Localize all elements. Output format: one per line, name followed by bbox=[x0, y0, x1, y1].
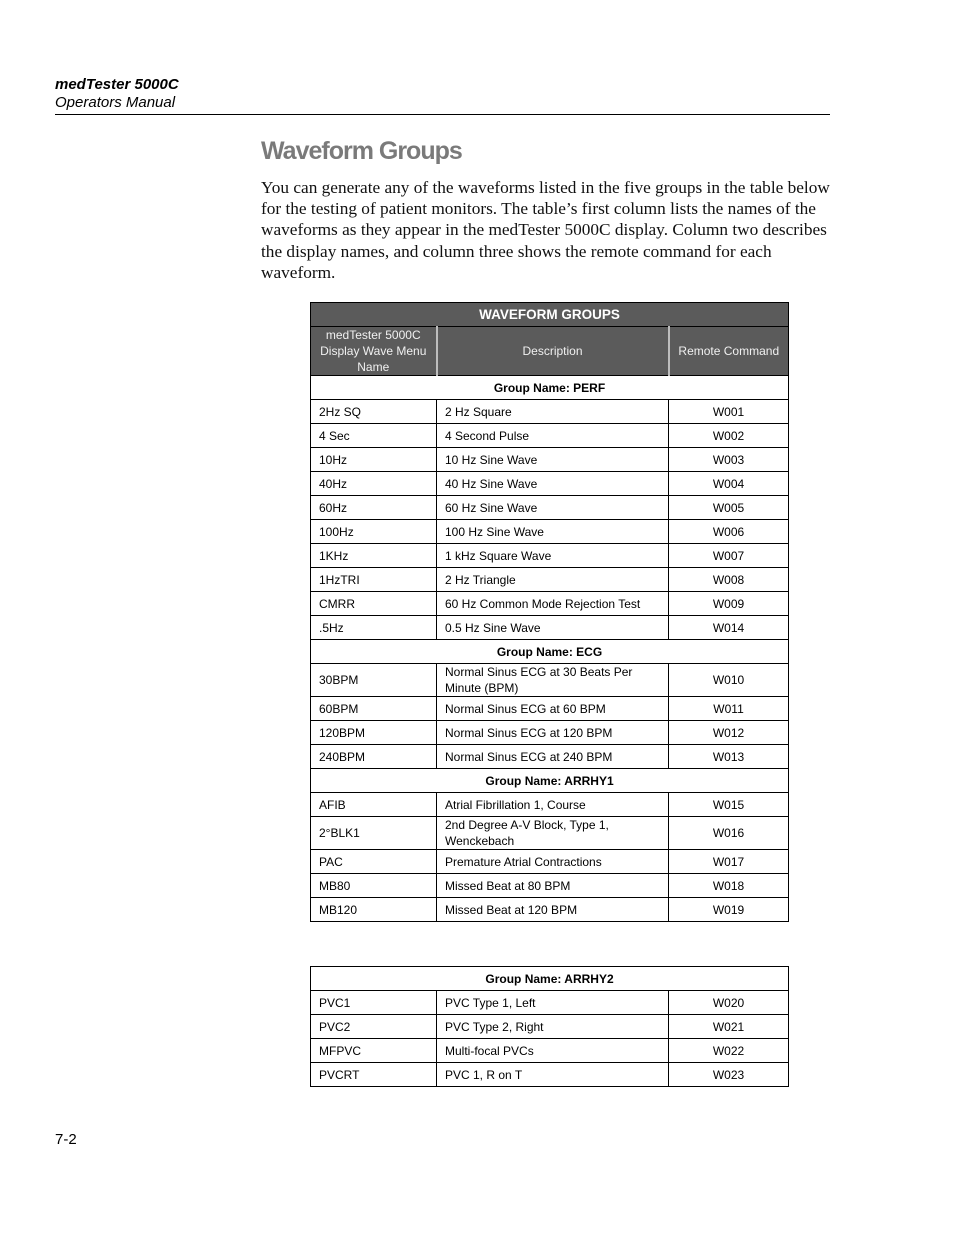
remote-command-cell: W017 bbox=[669, 850, 789, 874]
group-name-label: Group Name: ECG bbox=[311, 640, 789, 664]
description-cell: PVC 1, R on T bbox=[437, 1063, 669, 1087]
description-cell: Multi-focal PVCs bbox=[437, 1039, 669, 1063]
remote-command-cell: W008 bbox=[669, 568, 789, 592]
description-cell: 100 Hz Sine Wave bbox=[437, 520, 669, 544]
document-subtitle: Operators Manual bbox=[55, 94, 176, 111]
table-row bbox=[311, 991, 789, 1015]
wave-menu-name-cell: 1KHz bbox=[311, 544, 437, 568]
wave-menu-name-cell: 2°BLK1 bbox=[311, 817, 437, 850]
description-cell: 40 Hz Sine Wave bbox=[437, 472, 669, 496]
wave-menu-name-cell: PVC2 bbox=[311, 1015, 437, 1039]
waveform-groups-table-continued bbox=[310, 966, 789, 1087]
wave-menu-name-cell: AFIB bbox=[311, 793, 437, 817]
document-title: medTester 5000C bbox=[55, 76, 179, 93]
remote-command-cell: W011 bbox=[669, 697, 789, 721]
column-header-menu-name: medTester 5000C Display Wave Menu Name bbox=[311, 327, 437, 376]
remote-command-cell: W012 bbox=[669, 721, 789, 745]
remote-command-cell: W018 bbox=[669, 874, 789, 898]
description-cell: PVC Type 2, Right bbox=[437, 1015, 669, 1039]
group-header-row bbox=[311, 769, 789, 793]
table-row bbox=[311, 424, 789, 448]
wave-menu-name-cell: 100Hz bbox=[311, 520, 437, 544]
description-cell: Atrial Fibrillation 1, Course bbox=[437, 793, 669, 817]
remote-command-cell: W019 bbox=[669, 898, 789, 922]
intro-paragraph: You can generate any of the waveforms listed in the five groups in the table below for the testing of patient monitors. The table’s first column lists the names of the waveforms as they appear in the medTester 5000C display. Column two describes the display names, and column three shows the remote command for each waveform. bbox=[261, 178, 830, 282]
description-cell: Normal Sinus ECG at 30 Beats Per Minute (BPM) bbox=[437, 664, 669, 697]
table-row bbox=[311, 817, 789, 850]
wave-menu-name-cell: 240BPM bbox=[311, 745, 437, 769]
wave-menu-name-cell: 1HzTRI bbox=[311, 568, 437, 592]
description-cell: 10 Hz Sine Wave bbox=[437, 448, 669, 472]
running-header bbox=[55, 76, 830, 112]
remote-command-cell: W013 bbox=[669, 745, 789, 769]
description-cell: 60 Hz Sine Wave bbox=[437, 496, 669, 520]
table-row bbox=[311, 1063, 789, 1087]
table-row bbox=[311, 496, 789, 520]
remote-command-cell: W021 bbox=[669, 1015, 789, 1039]
remote-command-cell: W001 bbox=[669, 400, 789, 424]
group-name-label: Group Name: PERF bbox=[311, 376, 789, 400]
table-row bbox=[311, 616, 789, 640]
remote-command-cell: W010 bbox=[669, 664, 789, 697]
table-row bbox=[311, 874, 789, 898]
wave-menu-name-cell: 40Hz bbox=[311, 472, 437, 496]
table-row bbox=[311, 898, 789, 922]
description-cell: PVC Type 1, Left bbox=[437, 991, 669, 1015]
table-row bbox=[311, 1039, 789, 1063]
table-row bbox=[311, 1015, 789, 1039]
wave-menu-name-cell: 120BPM bbox=[311, 721, 437, 745]
wave-menu-name-cell: 60BPM bbox=[311, 697, 437, 721]
table-row bbox=[311, 544, 789, 568]
remote-command-cell: W016 bbox=[669, 817, 789, 850]
table-row bbox=[311, 520, 789, 544]
table-header-row bbox=[311, 327, 789, 376]
waveform-groups-table bbox=[310, 302, 789, 922]
table-caption-row bbox=[311, 303, 789, 327]
remote-command-cell: W004 bbox=[669, 472, 789, 496]
table-row bbox=[311, 472, 789, 496]
table-row bbox=[311, 400, 789, 424]
remote-command-cell: W022 bbox=[669, 1039, 789, 1063]
description-cell: Normal Sinus ECG at 240 BPM bbox=[437, 745, 669, 769]
remote-command-cell: W009 bbox=[669, 592, 789, 616]
description-cell: Missed Beat at 80 BPM bbox=[437, 874, 669, 898]
description-cell: 1 kHz Square Wave bbox=[437, 544, 669, 568]
table-row bbox=[311, 664, 789, 697]
table-row bbox=[311, 697, 789, 721]
table-row bbox=[311, 850, 789, 874]
remote-command-cell: W014 bbox=[669, 616, 789, 640]
description-cell: 60 Hz Common Mode Rejection Test bbox=[437, 592, 669, 616]
section-title: Waveform Groups bbox=[261, 137, 462, 165]
table-row bbox=[311, 721, 789, 745]
description-cell: Normal Sinus ECG at 120 BPM bbox=[437, 721, 669, 745]
wave-menu-name-cell: PVCRT bbox=[311, 1063, 437, 1087]
wave-menu-name-cell: 60Hz bbox=[311, 496, 437, 520]
table-caption: WAVEFORM GROUPS bbox=[311, 303, 789, 327]
table-row bbox=[311, 568, 789, 592]
group-header-row bbox=[311, 967, 789, 991]
remote-command-cell: W005 bbox=[669, 496, 789, 520]
group-name-label: Group Name: ARRHY2 bbox=[311, 967, 789, 991]
description-cell: 2 Hz Square bbox=[437, 400, 669, 424]
description-cell: 4 Second Pulse bbox=[437, 424, 669, 448]
description-cell: 2nd Degree A-V Block, Type 1, Wenckebach bbox=[437, 817, 669, 850]
wave-menu-name-cell: MFPVC bbox=[311, 1039, 437, 1063]
wave-menu-name-cell: MB120 bbox=[311, 898, 437, 922]
wave-menu-name-cell: 2Hz SQ bbox=[311, 400, 437, 424]
group-header-row bbox=[311, 376, 789, 400]
wave-menu-name-cell: 10Hz bbox=[311, 448, 437, 472]
wave-menu-name-cell: .5Hz bbox=[311, 616, 437, 640]
wave-menu-name-cell: PAC bbox=[311, 850, 437, 874]
table-row bbox=[311, 448, 789, 472]
remote-command-cell: W002 bbox=[669, 424, 789, 448]
wave-menu-name-cell: CMRR bbox=[311, 592, 437, 616]
wave-menu-name-cell: 30BPM bbox=[311, 664, 437, 697]
description-cell: 2 Hz Triangle bbox=[437, 568, 669, 592]
wave-menu-name-cell: 4 Sec bbox=[311, 424, 437, 448]
remote-command-cell: W020 bbox=[669, 991, 789, 1015]
description-cell: Normal Sinus ECG at 60 BPM bbox=[437, 697, 669, 721]
group-name-label: Group Name: ARRHY1 bbox=[311, 769, 789, 793]
remote-command-cell: W003 bbox=[669, 448, 789, 472]
page-number: 7-2 bbox=[55, 1131, 77, 1148]
description-cell: Premature Atrial Contractions bbox=[437, 850, 669, 874]
column-header-remote-command: Remote Command bbox=[669, 327, 789, 376]
wave-menu-name-cell: MB80 bbox=[311, 874, 437, 898]
column-header-description: Description bbox=[437, 327, 669, 376]
remote-command-cell: W015 bbox=[669, 793, 789, 817]
table-row bbox=[311, 745, 789, 769]
description-cell: Missed Beat at 120 BPM bbox=[437, 898, 669, 922]
group-header-row bbox=[311, 640, 789, 664]
remote-command-cell: W023 bbox=[669, 1063, 789, 1087]
remote-command-cell: W007 bbox=[669, 544, 789, 568]
description-cell: 0.5 Hz Sine Wave bbox=[437, 616, 669, 640]
table-row bbox=[311, 592, 789, 616]
wave-menu-name-cell: PVC1 bbox=[311, 991, 437, 1015]
table-row bbox=[311, 793, 789, 817]
header-rule bbox=[55, 114, 830, 115]
remote-command-cell: W006 bbox=[669, 520, 789, 544]
